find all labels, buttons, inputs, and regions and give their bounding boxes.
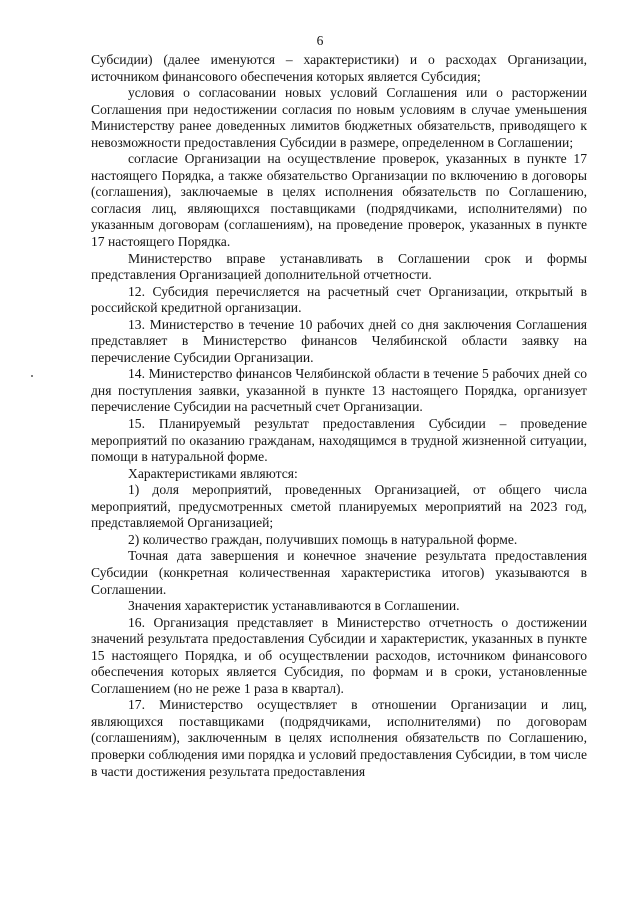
- paragraph: Министерство вправе устанавливать в Соглашении срок и формы представления Организацией дополнительной отчетности.: [91, 250, 587, 283]
- paragraph: Характеристиками являются:: [128, 465, 298, 481]
- paragraph: Субсидии) (далее именуются – характеристики) и о расходах Организации, источником финансового обеспечения которых является Субсидия;: [91, 52, 587, 84]
- paragraph: 12. Субсидия перечисляется на расчетный счет Организации, открытый в российской кредитной организации.: [91, 283, 587, 316]
- paragraph: Точная дата завершения и конечное значение результата предоставления Субсидии (конкретная количественная характеристика итогов) указываются в Соглашении.: [91, 548, 587, 597]
- page-number: 6: [316, 33, 324, 48]
- paragraph: 1) доля мероприятий, проведенных Организацией, от общего числа мероприятий, предусмотренных сметой планируемых мероприятий на 2023 год, представляемой Организацией;: [91, 482, 587, 531]
- document-body: [91, 52, 587, 780]
- margin-dot-mark: [31, 375, 33, 377]
- paragraph: 15. Планируемый результат предоставления Субсидии – проведение мероприятий по оказанию гражданам, находящимся в трудной жизненной ситуации, помощи в натуральной форме.: [91, 416, 587, 465]
- paragraph: условия о согласовании новых условий Соглашения или о расторжении Соглашения при недостижении согласия по новым условиям в случае уменьшения Министерству ранее доведенных лимитов бюджетных обязательств, приводящего к невозможности предоставления Субсидии в размере, определенном в Соглашении;: [91, 85, 587, 150]
- paragraph: 16. Организация представляет в Министерство отчетность о достижении значений результата предоставления Субсидии и характеристик, указанных в пункте 15 настоящего Порядка, и об осуществлении расходов, источником финансового обеспечения которых является Субсидия, по формам и в сроки, установленные Соглашением (но не реже 1 раза в квартал).: [91, 614, 587, 696]
- paragraph: Значения характеристик устанавливаются в Соглашении.: [128, 598, 460, 614]
- paragraph: 14. Министерство финансов Челябинской области в течение 5 рабочих дней со дня поступления заявки, указанной в пункте 13 настоящего Порядка, организует перечисление Субсидии на расчетный счет Организации.: [91, 366, 587, 415]
- paragraph: 2) количество граждан, получивших помощь в натуральной форме.: [128, 531, 518, 547]
- paragraph: 17. Министерство осуществляет в отношении Организации и лиц, являющихся поставщиками (подрядчиками, исполнителями) по договорам (соглашениям), заключенным в целях исполнения обязательств по Соглашению, проверки соблюдения ими порядка и условий предоставления Субсидии, в том числе в части достижения результата предоставления: [91, 697, 587, 779]
- paragraph: 13. Министерство в течение 10 рабочих дней со дня заключения Соглашения представляет в Министерство финансов Челябинской области заявку на перечисление Субсидии Организации.: [91, 316, 587, 365]
- paragraph: согласие Организации на осуществление проверок, указанных в пункте 17 настоящего Порядка, а также обязательство Организации по включению в договоры (соглашения), заключаемые в целях исполнения обязательств по Соглашению, согласия лиц, являющихся поставщиками (подрядчиками, исполнителями) по указанным договорам (соглашениям), на проведение проверок, указанных в пункте 17 настоящего Порядка.: [91, 151, 587, 250]
